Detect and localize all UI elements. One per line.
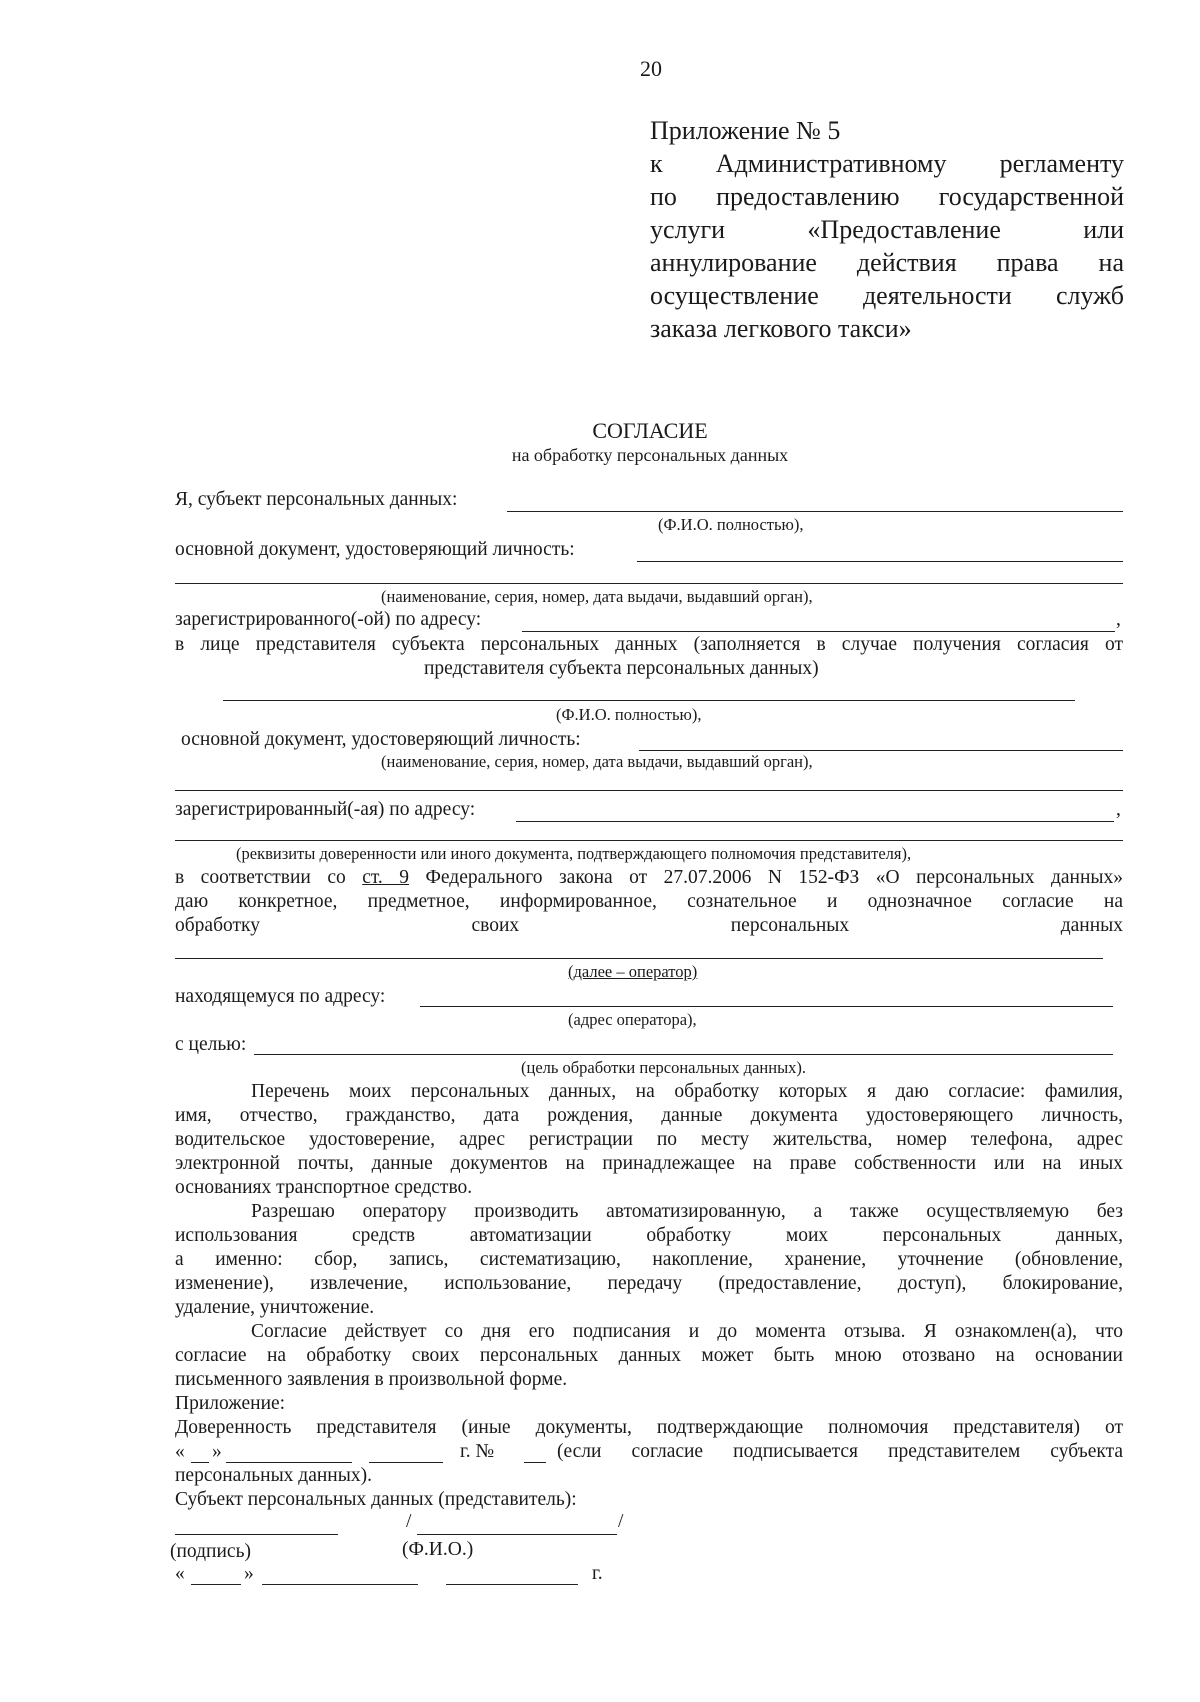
slash: /: [618, 1511, 624, 1532]
paragraph-line: Разрешаю оператору производить автоматизированную, а также осуществляемую без: [251, 1201, 1123, 1222]
law-article-link[interactable]: ст. 9: [362, 867, 410, 888]
open-quote: «: [175, 1563, 185, 1584]
operator-address-field[interactable]: [420, 1006, 1113, 1007]
law-text: Федерального закона от 27.07.2006 N 152-ФЗ «О персональных данных»: [425, 867, 1124, 888]
subject-label: Я, субъект персональных данных:: [175, 489, 458, 510]
signature-year-field[interactable]: [446, 1584, 578, 1585]
comma: ,: [1116, 799, 1121, 820]
attachment-year-field[interactable]: [369, 1462, 443, 1463]
paragraph-line: письменного заявления в произвольной форме.: [175, 1369, 568, 1390]
purpose-caption: (цель обработки персональных данных).: [521, 1058, 807, 1077]
subject-doc-field[interactable]: [637, 561, 1123, 562]
sign-caption: (подпись): [170, 1541, 251, 1562]
appendix-line: по предоставлению государственной: [650, 182, 1124, 211]
proxy-field[interactable]: [175, 840, 1123, 841]
operator-caption: (далее – оператор): [568, 962, 698, 981]
law-text: в соответствии со: [175, 867, 346, 888]
processing-line: обработку своих персональных данных: [175, 915, 1123, 936]
signature-month-field[interactable]: [262, 1584, 418, 1585]
registered-label: зарегистрированный(-ая) по адресу:: [175, 799, 476, 820]
attachment-line: (если согласие подписывается представителем субъекта: [557, 1441, 1123, 1462]
representative-doc-field[interactable]: [639, 750, 1123, 751]
signature-day-field[interactable]: [191, 1584, 241, 1585]
proxy-caption: (реквизиты доверенности или иного документа, подтверждающего полномочия представителя),: [236, 844, 912, 863]
signature-field[interactable]: [175, 1534, 338, 1535]
appendix-line: заказа легкового такси»: [650, 314, 912, 343]
paragraph-line: изменение), извлечение, использование, передачу (предоставление, доступ), блокирование,: [175, 1273, 1123, 1294]
paragraph-line: электронной почты, данные документов на принадлежащее на праве собственности или на иных: [175, 1153, 1123, 1174]
located-label: находящемуся по адресу:: [175, 986, 386, 1007]
year-number-mark: г. №: [460, 1441, 495, 1462]
representative-line: представителя субъекта персональных данных): [424, 658, 819, 679]
operator-name-field[interactable]: [175, 958, 1103, 959]
fio-caption: (Ф.И.О.): [402, 1539, 474, 1560]
paragraph-line: Согласие действует со дня его подписания и до момента отзыва. Я ознакомлен(а), что: [251, 1321, 1123, 1342]
comma: ,: [1116, 609, 1121, 630]
appendix-line: Приложение № 5: [650, 116, 841, 145]
representative-fio-field[interactable]: [223, 700, 1075, 701]
close-quote: »: [212, 1441, 222, 1462]
open-quote: «: [175, 1441, 185, 1462]
slash: /: [406, 1511, 412, 1532]
signature-fio-field[interactable]: [417, 1534, 617, 1535]
signature-label: Субъект персональных данных (представитель):: [175, 1489, 577, 1510]
attachment-label: Приложение:: [175, 1393, 286, 1414]
doc-label: основной документ, удостоверяющий личность:: [181, 729, 581, 750]
paragraph-line: а именно: сбор, запись, систематизацию, накопление, хранение, уточнение (обновление,: [175, 1249, 1123, 1270]
paragraph-line: имя, отчество, гражданство, дата рождения, данные документа удостоверяющего личность,: [175, 1105, 1123, 1126]
appendix-line: к Административному регламенту: [650, 149, 1124, 178]
purpose-label: с целью:: [175, 1034, 247, 1055]
doc-label: основной документ, удостоверяющий личность:: [175, 539, 575, 560]
paragraph-line: водительское удостоверение, адрес регистрации по месту жительства, номер телефона, адрес: [175, 1129, 1123, 1150]
representative-line: в лице представителя субъекта персональных данных (заполняется в случае получения согласия от: [175, 634, 1123, 655]
attachment-number-field[interactable]: [524, 1462, 546, 1463]
year-mark: г.: [592, 1563, 603, 1584]
attachment-line: Доверенность представителя (иные документы, подтверждающие полномочия представителя) от: [175, 1417, 1123, 1438]
close-quote: »: [244, 1563, 254, 1584]
fio-caption: (Ф.И.О. полностью),: [556, 705, 702, 724]
paragraph-line: Перечень моих персональных данных, на обработку которых я даю согласие: фамилия,: [251, 1081, 1123, 1102]
attachment-day-field[interactable]: [191, 1462, 209, 1463]
law-line: [175, 866, 1123, 890]
document-title: СОГЛАСИЕ: [592, 418, 708, 443]
doc-caption: (наименование, серия, номер, дата выдачи, выдавший орган),: [381, 587, 813, 606]
registered-label: зарегистрированного(-ой) по адресу:: [175, 609, 482, 630]
consent-line: даю конкретное, предметное, информированное, сознательное и однозначное согласие на: [175, 891, 1123, 912]
appendix-line: осуществление деятельности служб: [650, 281, 1124, 310]
subject-fio-field[interactable]: [507, 511, 1123, 512]
representative-address-field[interactable]: [516, 821, 1114, 822]
attachment-month-field[interactable]: [226, 1462, 352, 1463]
page-number: 20: [640, 56, 662, 81]
appendix-line: услуги «Предоставление или: [650, 215, 1124, 244]
document-subtitle: на обработку персональных данных: [511, 445, 789, 465]
paragraph-line: удаление, уничтожение.: [175, 1297, 375, 1318]
fio-caption: (Ф.И.О. полностью),: [658, 515, 804, 534]
attachment-line: персональных данных).: [175, 1465, 372, 1486]
subject-doc-field-cont[interactable]: [175, 583, 1123, 584]
paragraph-line: согласие на обработку своих персональных данных может быть мною отозвано на основании: [175, 1345, 1123, 1366]
appendix-line: аннулирование действия права на: [650, 248, 1124, 277]
paragraph-line: использования средств автоматизации обработку моих персональных данных,: [175, 1225, 1123, 1246]
purpose-field[interactable]: [254, 1054, 1113, 1055]
representative-doc-field-cont[interactable]: [175, 790, 1123, 791]
operator-address-caption: (адрес оператора),: [568, 1010, 697, 1029]
doc-caption: (наименование, серия, номер, дата выдачи, выдавший орган),: [381, 752, 813, 771]
appendix-header: [650, 114, 1124, 345]
subject-address-field[interactable]: [522, 631, 1115, 632]
paragraph-line: основаниях транспортное средство.: [175, 1177, 473, 1198]
